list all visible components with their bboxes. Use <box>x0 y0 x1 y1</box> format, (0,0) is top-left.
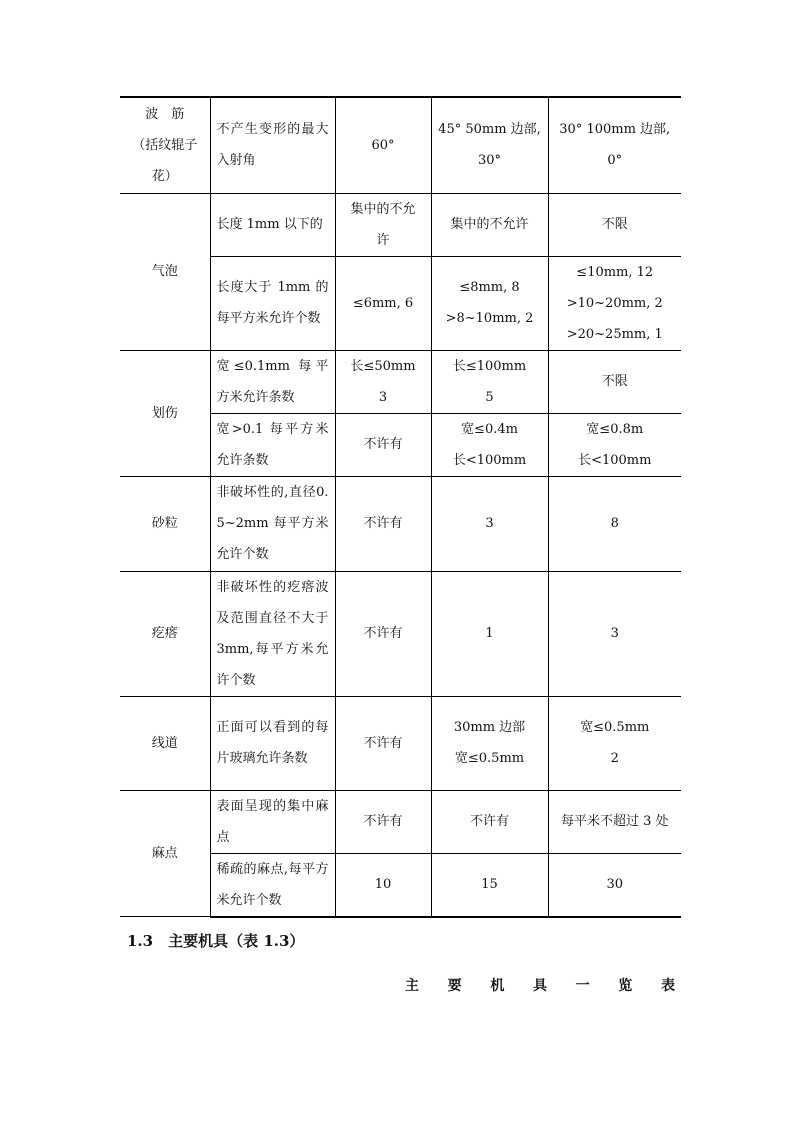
caption-char: 要 <box>447 978 462 994</box>
caption-char: 览 <box>618 978 633 994</box>
value-line: 宽≤0.5mm <box>580 720 650 735</box>
value-cell: 10 <box>335 853 431 917</box>
table-row <box>120 476 681 571</box>
table-row <box>120 790 681 853</box>
category-cell-pit: 麻点 <box>120 790 210 917</box>
caption-char: 主 <box>405 978 419 994</box>
value-cell: 不许有 <box>431 790 548 853</box>
item-cell: 不产生变形的最大入射角 <box>210 97 335 193</box>
category-line: （括纹辊子 <box>132 137 198 153</box>
table-caption <box>405 975 675 995</box>
value-line: 2 <box>610 751 619 766</box>
item-cell: 非破坏性的,直径0.5~2mm 每平方米允许个数 <box>210 476 335 571</box>
table-row <box>120 571 681 696</box>
value-cell: 30 <box>548 853 681 917</box>
value-line: 长≤50mm <box>350 358 416 374</box>
value-line: 30° <box>477 153 502 169</box>
caption-char: 机 <box>490 978 505 994</box>
category-cell-bubble: 气泡 <box>120 193 210 350</box>
item-cell: 表面呈现的集中麻点 <box>210 790 335 853</box>
value-line: >8~10mm, 2 <box>445 311 534 326</box>
value-line: ≤10mm, 12 <box>576 264 654 280</box>
value-cell: 不限 <box>548 193 681 256</box>
table-row <box>120 350 681 413</box>
item-cell: 长度大于 1mm 的每平方米允许个数 <box>210 256 335 350</box>
value-cell: 每平米不超过 3 处 <box>548 790 681 853</box>
value-line: 宽≤0.8m <box>586 421 644 437</box>
value-cell: 不许有 <box>335 476 431 571</box>
value-cell <box>431 413 548 476</box>
value-cell: 8 <box>548 476 681 571</box>
category-line: 花） <box>151 168 178 184</box>
value-line: 30mm 边部 <box>453 720 526 735</box>
value-cell <box>548 256 681 350</box>
value-line: >10~20mm, 2 <box>566 295 663 311</box>
value-cell: 1 <box>431 571 548 696</box>
value-line: 长≤100mm <box>452 358 527 374</box>
caption-char: 一 <box>575 978 590 994</box>
value-cell: 不许有 <box>335 790 431 853</box>
section-heading: 1.3 主要机具（表 1.3） <box>127 932 305 950</box>
caption-char: 表 <box>660 978 675 994</box>
value-line: 集中的不允 <box>350 201 416 217</box>
value-cell: 不限 <box>548 350 681 413</box>
item-cell: 宽≤0.1mm 每平方米允许条数 <box>210 350 335 413</box>
value-cell: 15 <box>431 853 548 917</box>
category-cell-knot: 疙瘩 <box>120 571 210 696</box>
value-line: 5 <box>485 389 494 405</box>
value-cell <box>548 696 681 790</box>
category-line: 波 筋 <box>145 106 185 122</box>
value-line: ≤8mm, 8 <box>459 280 520 295</box>
item-cell: 正面可以看到的每片玻璃允许条数 <box>210 696 335 790</box>
value-cell <box>431 696 548 790</box>
value-cell <box>335 350 431 413</box>
value-line: 3 <box>378 389 388 405</box>
item-cell: 长度 1mm 以下的 <box>210 193 335 256</box>
table-row <box>120 193 681 256</box>
value-line: 30° 100mm 边部, 0° <box>559 122 671 169</box>
value-line: 长<100mm <box>578 452 652 468</box>
value-cell: 60° <box>335 97 431 193</box>
value-cell: 不许有 <box>335 696 431 790</box>
category-cell-wave <box>120 97 210 193</box>
table-row <box>120 97 681 193</box>
table-row <box>120 696 681 790</box>
value-line: 45° 50mm 边部, <box>438 122 541 138</box>
category-cell-scratch: 划伤 <box>120 350 210 476</box>
value-cell: ≤6mm, 6 <box>335 256 431 350</box>
value-cell <box>431 350 548 413</box>
value-cell <box>335 193 431 256</box>
value-cell <box>548 97 681 193</box>
value-cell: 不许有 <box>335 571 431 696</box>
value-cell: 集中的不允许 <box>431 193 548 256</box>
value-cell <box>431 256 548 350</box>
value-line: 宽≤0.4m <box>461 421 518 437</box>
value-cell: 不许有 <box>335 413 431 476</box>
value-line: 许 <box>376 232 390 248</box>
value-line: 宽≤0.5mm <box>454 751 525 766</box>
category-cell-line: 线道 <box>120 696 210 790</box>
value-cell <box>431 97 548 193</box>
item-cell: 稀疏的麻点,每平方米允许个数 <box>210 853 335 917</box>
defect-spec-table <box>120 96 681 918</box>
category-cell-sand: 砂粒 <box>120 476 210 571</box>
item-cell: 宽>0.1 每平方米允许条数 <box>210 413 335 476</box>
value-cell: 3 <box>548 571 681 696</box>
caption-char: 具 <box>532 978 547 994</box>
value-cell <box>548 413 681 476</box>
value-line: 长<100mm <box>452 452 527 468</box>
item-cell: 非破坏性的疙瘩波及范围直径不大于 3mm,每平方米允许个数 <box>210 571 335 696</box>
value-cell: 3 <box>431 476 548 571</box>
value-line: >20~25mm, 1 <box>566 326 663 342</box>
